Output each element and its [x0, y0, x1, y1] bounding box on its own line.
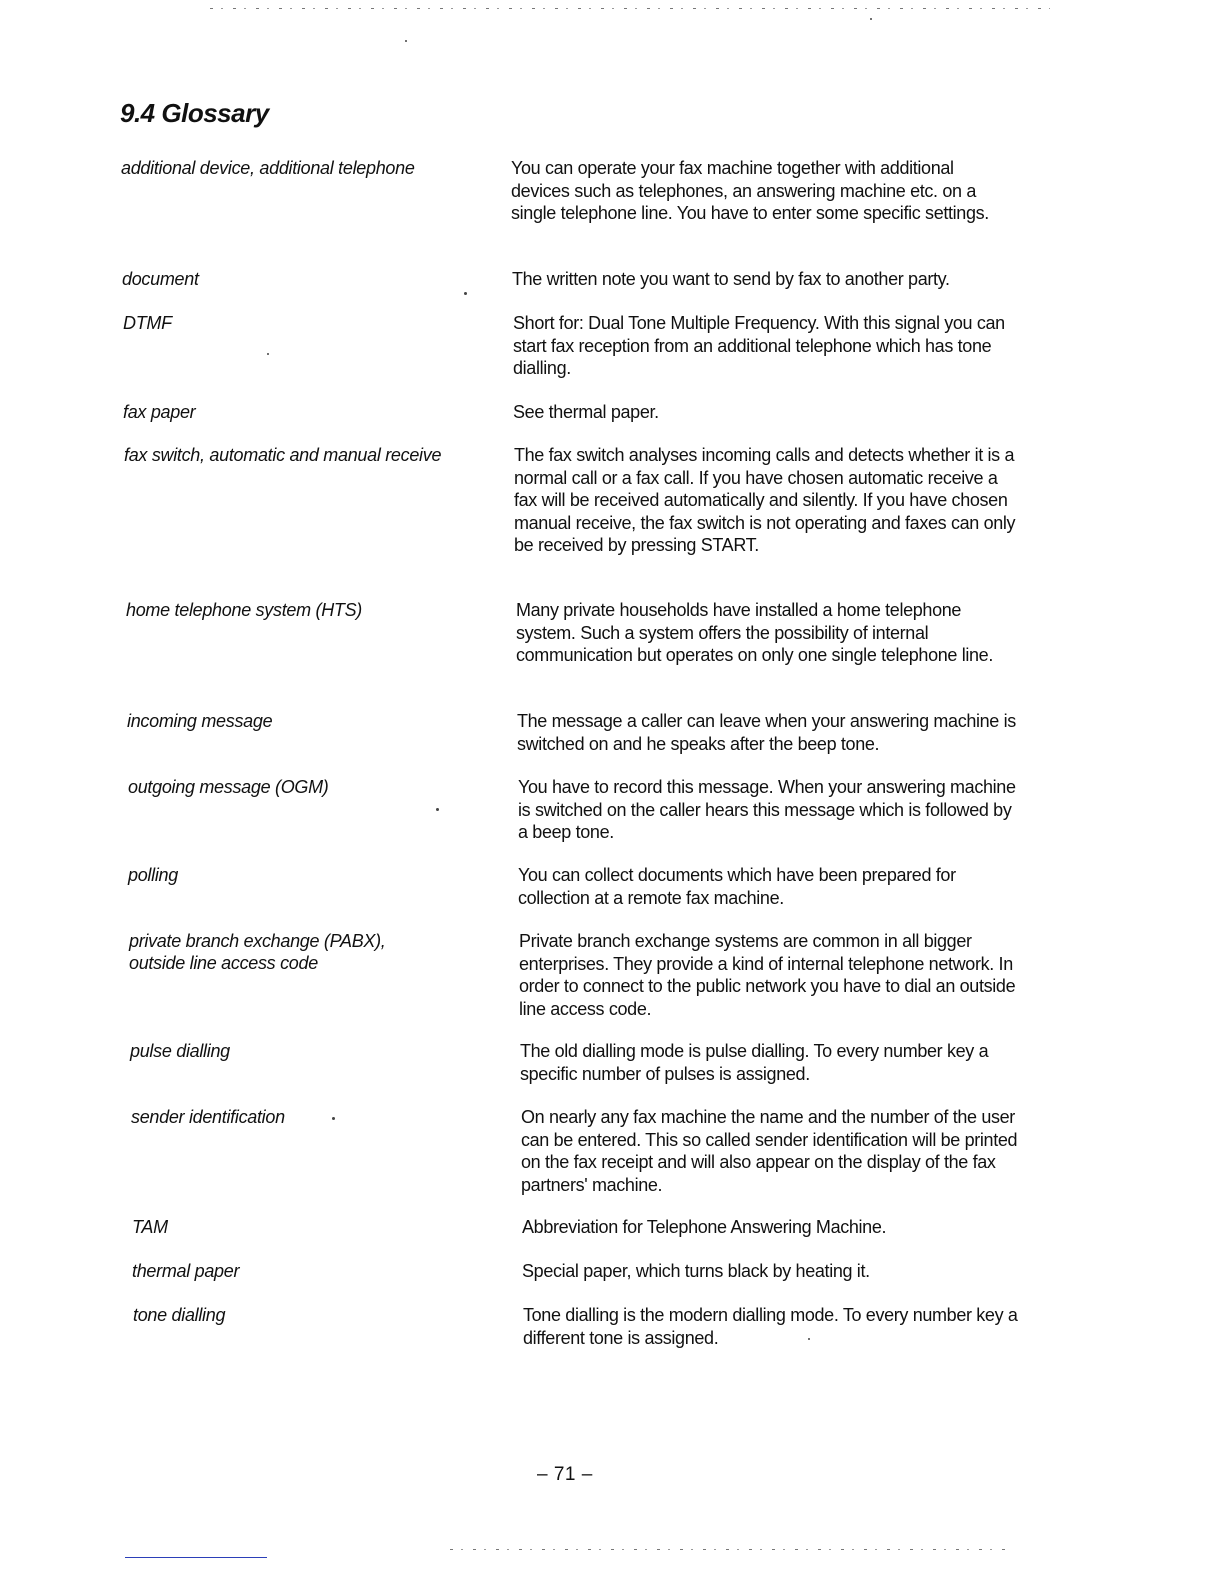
- page-title: 9.4 Glossary: [120, 98, 269, 128]
- glossary-entry: [121, 157, 1221, 224]
- glossary-term: outgoing message (OGM): [128, 777, 329, 797]
- glossary-definition: See thermal paper.: [513, 402, 659, 422]
- glossary-term: sender identification: [131, 1107, 285, 1127]
- glossary-definition: The old dialling mode is pulse dialling. To every number key a specific number of pulses is assigned.: [520, 1041, 989, 1084]
- glossary-entry: [133, 1304, 1224, 1348]
- glossary-definition: The fax switch analyses incoming calls and detects whether it is a normal call or a fax call. If you have chosen automatic receive a fax will be received automatically and silently. If you have chosen manual receive, the fax switch is not operating and faxes can only be received by pressing START.: [514, 445, 1016, 556]
- scan-speck: [332, 1117, 335, 1120]
- glossary-entry: [123, 401, 1223, 422]
- footer-rule: [125, 1557, 267, 1558]
- glossary-entry: [129, 930, 1224, 1019]
- scan-noise-top: [210, 8, 1050, 9]
- scan-speck: [267, 353, 269, 355]
- glossary-definition: Short for: Dual Tone Multiple Frequency. With this signal you can start fax reception from an additional telephone which has tone dialling.: [513, 313, 1005, 379]
- glossary-entry: [131, 1106, 1224, 1195]
- glossary-entry: [127, 710, 1224, 754]
- scan-speck: [808, 1338, 810, 1340]
- glossary-definition: You can operate your fax machine together with additional devices such as telephones, an answering machine etc. on a single telephone line. You have to enter some specific settings.: [511, 158, 989, 224]
- scan-speck: [436, 808, 439, 811]
- glossary-entry: [123, 312, 1223, 379]
- scan-speck: [405, 40, 407, 42]
- glossary-term: polling: [128, 865, 178, 885]
- glossary-term: private branch exchange (PABX), outside line access code: [129, 931, 386, 973]
- glossary-term: additional device, additional telephone: [121, 158, 415, 178]
- glossary-term: incoming message: [127, 711, 273, 731]
- glossary-entry: [132, 1260, 1224, 1281]
- glossary-entry: [128, 776, 1224, 843]
- glossary-term: TAM: [132, 1217, 168, 1237]
- glossary-term: fax paper: [123, 402, 196, 422]
- glossary-term: fax switch, automatic and manual receive: [124, 445, 442, 465]
- glossary-definition: You have to record this message. When your answering machine is switched on the caller hears this message which is followed by a beep tone.: [518, 777, 1016, 843]
- glossary-definition: You can collect documents which have been prepared for collection at a remote fax machine.: [518, 865, 956, 908]
- glossary-term: document: [122, 269, 199, 289]
- glossary-term: pulse dialling: [130, 1041, 230, 1061]
- glossary-definition: Special paper, which turns black by heating it.: [522, 1261, 870, 1281]
- glossary-term: thermal paper: [132, 1261, 240, 1281]
- glossary-term: tone dialling: [133, 1305, 226, 1325]
- glossary-entry: [128, 864, 1224, 908]
- glossary-definition: The written note you want to send by fax to another party.: [512, 269, 950, 289]
- glossary-term: home telephone system (HTS): [126, 600, 362, 620]
- glossary-definition: Many private households have installed a home telephone system. Such a system offers the possibility of internal communication but operates on only one single telephone line.: [516, 600, 993, 666]
- glossary-entry: [126, 599, 1224, 666]
- scan-noise-bottom: [450, 1549, 1010, 1550]
- glossary-definition: Abbreviation for Telephone Answering Machine.: [522, 1217, 887, 1237]
- scan-speck: [464, 292, 467, 295]
- page-number: – 71 –: [537, 1464, 593, 1485]
- glossary-definition: Private branch exchange systems are common in all bigger enterprises. They provide a kind of internal telephone network. In order to connect to the public network you have to dial an outside line access code.: [519, 931, 1016, 1019]
- glossary-entry: [124, 444, 1224, 556]
- glossary-entry: [130, 1040, 1224, 1084]
- glossary-definition: The message a caller can leave when your answering machine is switched on and he speaks after the beep tone.: [517, 711, 1016, 754]
- glossary-definition: Tone dialling is the modern dialling mode. To every number key a different tone is assigned.: [523, 1305, 1018, 1348]
- glossary-term: DTMF: [123, 313, 172, 333]
- glossary-entry: [132, 1216, 1224, 1237]
- glossary-definition: On nearly any fax machine the name and the number of the user can be entered. This so called sender identification will be printed on the fax receipt and will also appear on the display of the fax partners' machine.: [521, 1107, 1018, 1195]
- glossary-entry: [122, 268, 1222, 289]
- scan-speck: [870, 18, 872, 20]
